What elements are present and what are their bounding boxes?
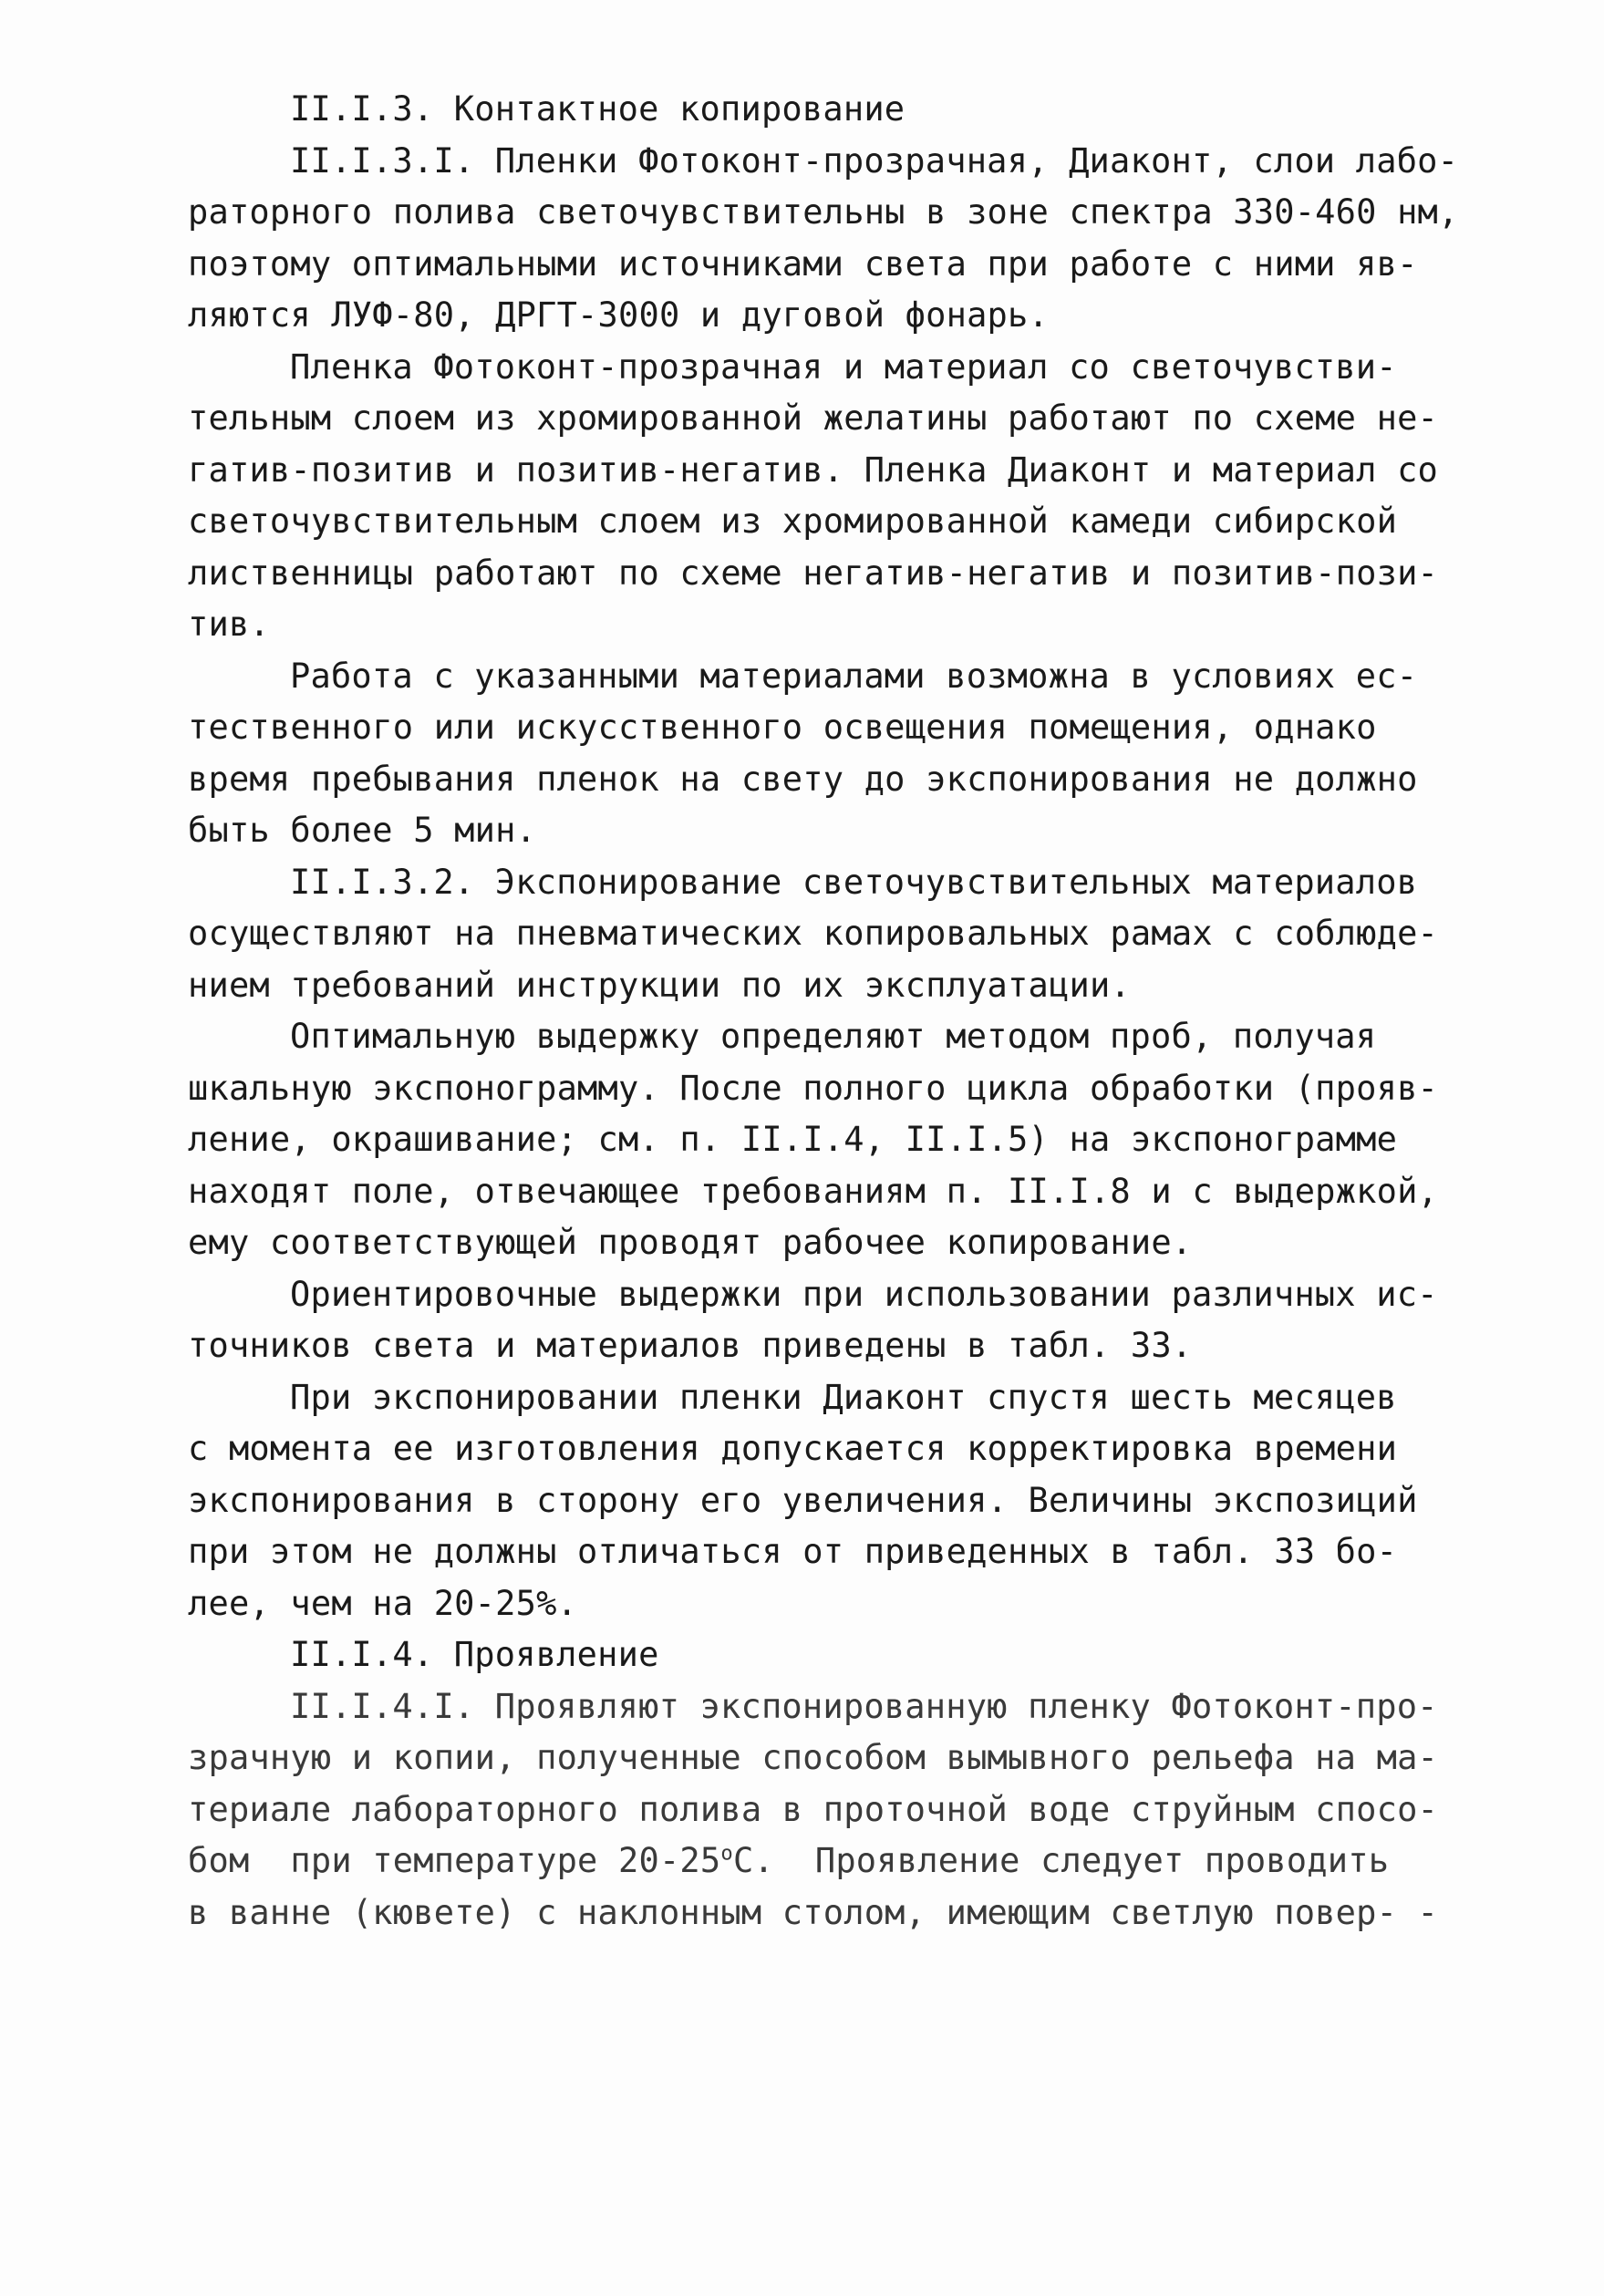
text-line: поэтому оптимальными источниками света при работе с ними яв- — [188, 243, 1418, 284]
text-line: время пребывания пленок на свету до экспонирования не должно — [188, 759, 1418, 799]
text-line: при этом не должны отличаться от приведенных в табл. 33 бо- — [188, 1532, 1398, 1571]
text-line-with-superscript — [0, 1836, 1604, 1887]
text-line: нием требований инструкции по их эксплуатации. — [188, 965, 1131, 1005]
text-line: в ванне (кювете) с наклонным столом, имеющим светлую повер- - — [188, 1892, 1439, 1932]
text-line: ему соответствующей проводят рабочее копирование. — [188, 1223, 1193, 1262]
text-line: светочувствительным слоем из хромированной камеди сибирской — [188, 502, 1398, 541]
text-line: гатив-позитив и позитив-негатив. Пленка Диаконт и материал со — [188, 450, 1439, 490]
document-text — [0, 84, 1604, 1939]
section-heading: II.I.3. Контактное копирование — [290, 89, 905, 129]
text-line: Пленка Фотоконт-прозрачная и материал со светочувстви- — [290, 346, 1397, 387]
text-fragment: С. Проявление следует проводить — [732, 1841, 1390, 1880]
text-line: раторного полива светочувствительны в зоне спектра 330-460 нм, — [188, 192, 1459, 232]
text-line: лее, чем на 20-25%. — [188, 1583, 578, 1623]
text-line: зрачную и копии, полученные способом вымывного рельефа на ма- — [188, 1738, 1439, 1777]
text-line: тественного или искусственного освещения помещения, однако — [188, 708, 1377, 747]
degree-superscript: o — [720, 1841, 733, 1866]
text-line: ляются ЛУФ-80, ДРГТ-3000 и дуговой фонарь. — [188, 295, 1049, 335]
text-line: При экспонировании пленки Диаконт спустя шесть месяцев — [290, 1377, 1397, 1417]
text-line: Работа с указанными материалами возможна в условиях ес- — [290, 656, 1418, 696]
text-line: ление, окрашивание; см. п. II.I.4, II.I.5) на экспонограмме — [188, 1120, 1398, 1159]
text-line: тельным слоем из хромированной желатины работают по схеме не- — [188, 398, 1439, 438]
text-line: экспонирования в сторону его увеличения. Величины экспозиций — [188, 1480, 1418, 1520]
text-line: II.I.3.2. Экспонирование светочувствительных материалов — [290, 862, 1418, 902]
text-line: точников света и материалов приведены в табл. 33. — [188, 1326, 1193, 1365]
text-line: териале лабораторного полива в проточной воде струйным спосо- — [188, 1789, 1439, 1829]
text-fragment: бом при температуре 20-25 — [188, 1841, 721, 1880]
text-line: II.I.4.I. Проявляют экспонированную пленку Фотоконт-про- — [290, 1686, 1438, 1726]
text-line: быть более 5 мин. — [188, 811, 537, 850]
text-line: Ориентировочные выдержки при использовании различных ис- — [290, 1274, 1438, 1314]
text-line: осуществляют на пневматических копировальных рамах с соблюде- — [188, 914, 1439, 953]
text-line: тив. — [188, 605, 270, 644]
text-line: находят поле, отвечающее требованиям п. II.I.8 и с выдержкой, — [188, 1171, 1439, 1211]
section-heading: II.I.4. Проявление — [290, 1635, 659, 1674]
text-line: с момента ее изготовления допускается корректировка времени — [188, 1429, 1398, 1468]
text-line: Оптимальную выдержку определяют методом проб, получая — [290, 1017, 1377, 1056]
text-line: лиственницы работают по схеме негатив-негатив и позитив-пози- — [188, 553, 1439, 593]
text-line: шкальную экспонограмму. После полного цикла обработки (прояв- — [188, 1068, 1439, 1108]
text-line: II.I.3.I. Пленки Фотоконт-прозрачная, Диаконт, слои лабо- — [290, 140, 1459, 181]
